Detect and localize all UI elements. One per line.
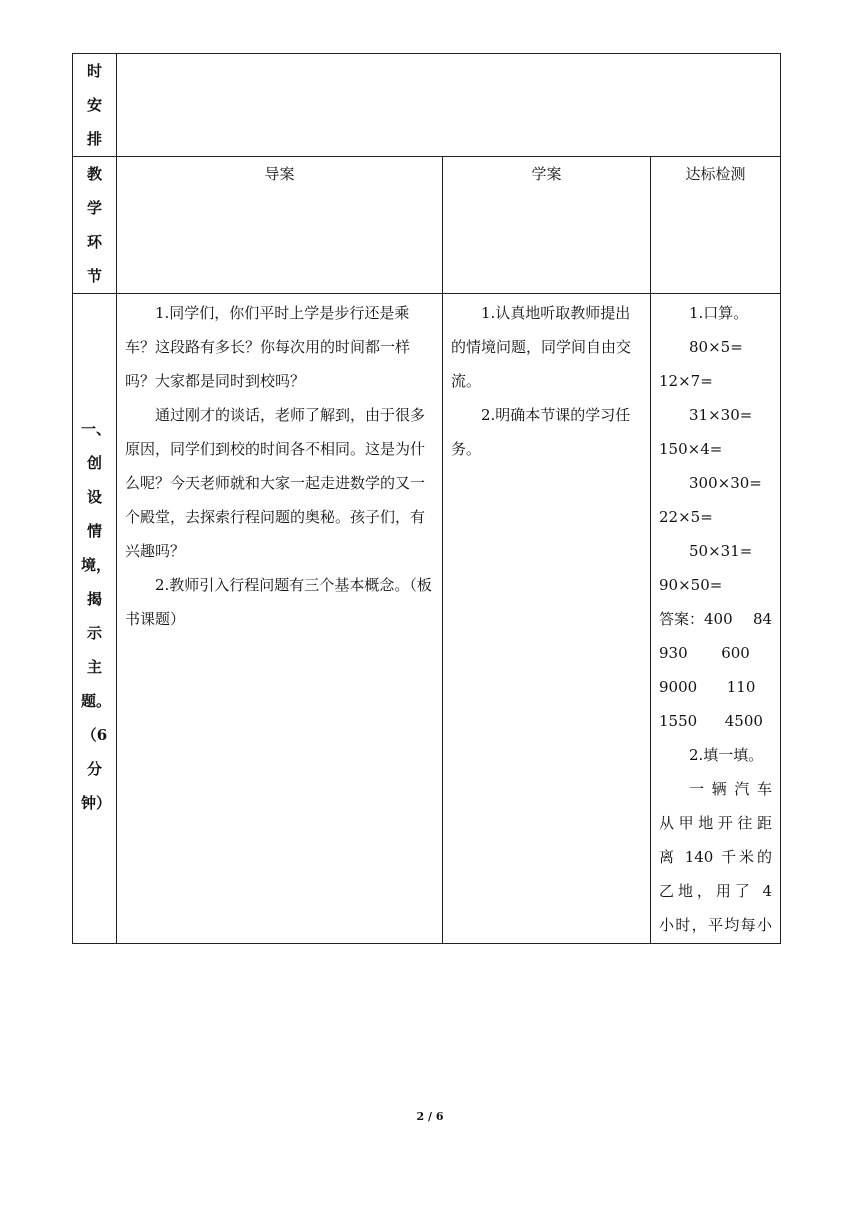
calc-item: 50×31= [689, 542, 753, 560]
time-arrangement-content [117, 54, 781, 157]
header-row [73, 157, 781, 294]
study-paragraph: 2.明确本节课的学习任务。 [451, 406, 631, 458]
problem-line: 离 140 千米的 [659, 848, 773, 866]
guide-column-header: 导案 [117, 157, 443, 294]
calc-item: 90×50= [659, 576, 723, 594]
section-1-label: 一、 创 设 情 境， 揭 示 主 题。 （6 分 钟） [73, 294, 117, 944]
calc-item: 12×7= [659, 372, 713, 390]
section-1-row [73, 294, 781, 944]
time-arrangement-row [73, 54, 781, 157]
answer-row: 9000 110 [659, 678, 756, 696]
calc-item: 150×4= [659, 440, 723, 458]
guide-paragraph: 1.同学们，你们平时上学是步行还是乘车？这段路有多长？你每次用的时间都一样吗？大家都是同时到校吗？ [125, 304, 411, 390]
problem-line: 乙地，用了 4 [659, 882, 773, 900]
study-paragraph: 1.认真地听取教师提出的情境问题，同学间自由交流。 [451, 304, 632, 390]
section-1-study [443, 294, 651, 944]
check-column-header: 达标检测 [651, 157, 781, 294]
check-title-oral: 1.口算。 [689, 304, 749, 322]
section-1-guide [117, 294, 443, 944]
time-arrangement-label: 时 安 排 [73, 54, 117, 157]
calc-item: 22×5= [659, 508, 713, 526]
page-number: 2 / 6 [416, 1110, 444, 1123]
problem-line: 从甲地开往距 [659, 814, 773, 832]
guide-paragraph: 通过刚才的谈话，老师了解到，由于很多原因，同学们到校的时间各不相同。这是为什么呢？今天老师就和大家一起走进数学的又一个殿堂，去探索行程问题的奥秘。孩子们，有兴趣吗？ [125, 406, 426, 560]
guide-paragraph: 2.教师引入行程问题有三个基本概念。（板书课题） [125, 576, 432, 628]
problem-line: 小时，平均每小 [659, 916, 773, 934]
calc-item: 80×5= [689, 338, 743, 356]
lesson-plan-table [72, 53, 781, 944]
problem-line: 一辆汽车 [689, 780, 773, 798]
calc-item: 300×30= [689, 474, 762, 492]
section-1-check [651, 294, 781, 944]
teaching-stage-label: 教 学 环 节 [73, 157, 117, 294]
answer-row: 答案：400 84 [659, 610, 773, 628]
answer-row: 1550 4500 [659, 712, 763, 730]
check-title-fill: 2.填一填。 [689, 746, 764, 764]
calc-item: 31×30= [689, 406, 753, 424]
study-column-header: 学案 [443, 157, 651, 294]
answer-row: 930 600 [659, 644, 750, 662]
